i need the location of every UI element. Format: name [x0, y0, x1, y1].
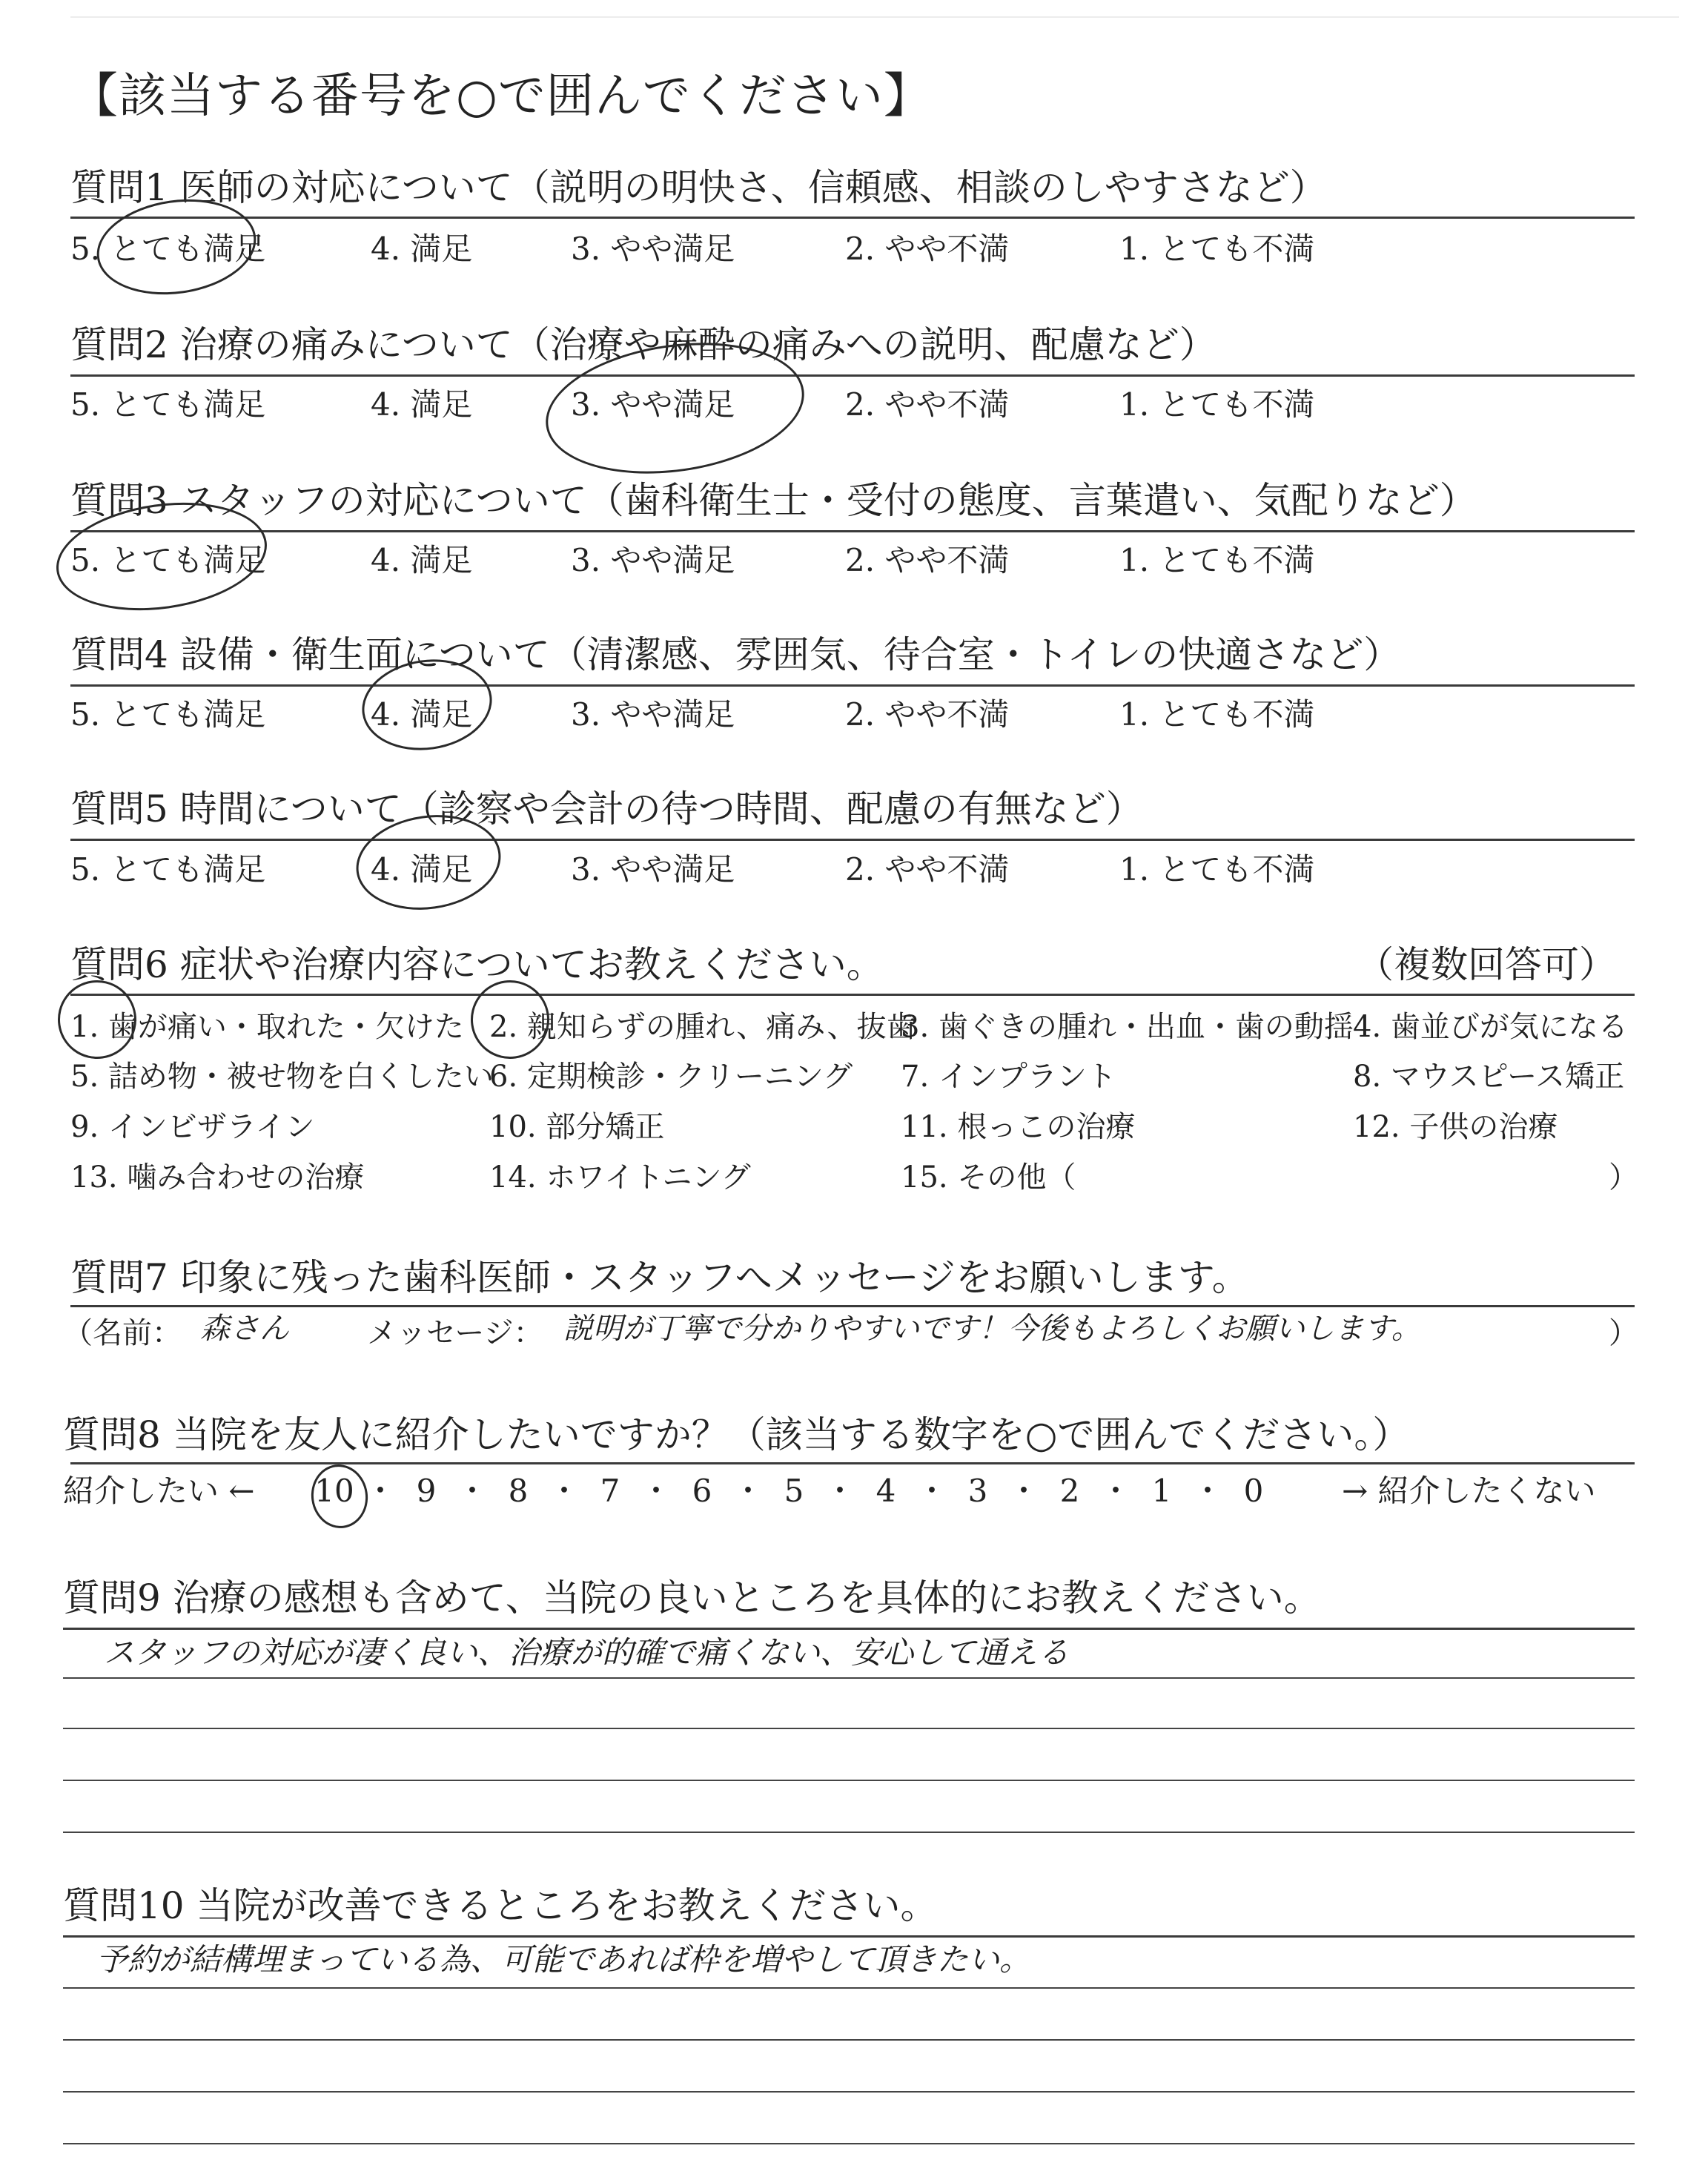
q6-option-2-circle — [466, 975, 555, 1064]
q6-option-13[interactable]: 13. 噛み合わせの治療 — [70, 1160, 365, 1195]
q5-option-2[interactable]: 2. やや不満 — [845, 851, 1010, 888]
q3-option-1[interactable]: 1. とても不満 — [1119, 542, 1315, 578]
q8-right-label: → 紹介したくない — [1342, 1473, 1596, 1509]
question-7-title: 質問7 印象に残った歯科医師・スタッフへメッセージをお願いします。 — [70, 1256, 1249, 1299]
scan-edge — [70, 16, 1679, 18]
q5-option-3[interactable]: 3. やや満足 — [571, 851, 735, 888]
q10-write-line-3 — [63, 2091, 1635, 2093]
q8-number-6[interactable]: 6 — [692, 1473, 712, 1509]
question-6-note: （複数回答可） — [1357, 943, 1616, 986]
q6-option-5[interactable]: 5. 詰め物・被せ物を白くしたい — [70, 1060, 494, 1094]
q8-separator: ・ — [640, 1473, 672, 1509]
q5-option-4[interactable]: 4. 満足 — [371, 851, 473, 888]
q2-option-4[interactable]: 4. 満足 — [371, 386, 473, 423]
q4-option-2[interactable]: 2. やや不満 — [845, 696, 1010, 733]
question-5-rule — [70, 839, 1635, 841]
form-heading: 【該当する番号を○で囲んでください】 — [70, 69, 932, 124]
q5-option-1[interactable]: 1. とても不満 — [1119, 851, 1315, 888]
question-10-rule — [63, 1935, 1635, 1938]
q1-option-5[interactable]: 5. とても満足 — [70, 231, 266, 267]
q6-option-11[interactable]: 11. 根っこの治療 — [901, 1110, 1136, 1144]
q6-option-7[interactable]: 7. インプラント — [901, 1060, 1116, 1094]
q1-option-2[interactable]: 2. やや不満 — [845, 231, 1010, 267]
q8-number-8[interactable]: 8 — [508, 1473, 529, 1509]
q8-number-4[interactable]: 4 — [875, 1473, 896, 1509]
q9-write-line-4 — [63, 1832, 1635, 1833]
q10-write-line-4 — [63, 2143, 1635, 2144]
q6-other-close-paren: ） — [1609, 1160, 1638, 1195]
q6-option-8[interactable]: 8. マウスピース矯正 — [1353, 1060, 1625, 1094]
question-4-rule — [70, 684, 1635, 687]
question-5-title: 質問5 時間について（診察や会計の待つ時間、配慮の有無など） — [70, 787, 1143, 830]
q9-answer[interactable]: スタッフの対応が凄く良い、治療が的確で痛くない、安心して通える — [104, 1634, 1070, 1671]
q8-separator: ・ — [1191, 1473, 1223, 1509]
q8-number-0[interactable]: 0 — [1243, 1473, 1264, 1509]
question-6-title: 質問6 症状や治療内容についてお教えください。 — [70, 943, 884, 986]
q4-option-1[interactable]: 1. とても不満 — [1119, 696, 1315, 733]
question-1-title: 質問1 医師の対応について（説明の明快さ、信頼感、相談のしやすさなど） — [70, 166, 1327, 209]
question-9-title: 質問9 治療の感想も含めて、当院の良いところを具体的にお教えください。 — [63, 1576, 1321, 1619]
q8-separator: ・ — [916, 1473, 947, 1509]
question-6-rule — [70, 994, 1635, 996]
q8-separator: ・ — [548, 1473, 580, 1509]
q6-option-3[interactable]: 3. 歯ぐきの腫れ・出血・歯の動揺 — [901, 1010, 1354, 1044]
q8-number-10[interactable]: 10 — [314, 1473, 354, 1509]
q10-answer[interactable]: 予約が結構埋まっている為、可能であれば枠を増やして頂きたい。 — [96, 1941, 1031, 1978]
q6-option-1-circle — [53, 975, 142, 1064]
q3-option-2[interactable]: 2. やや不満 — [845, 542, 1010, 578]
q9-write-line-2 — [63, 1728, 1635, 1729]
q8-number-5[interactable]: 5 — [784, 1473, 804, 1509]
q8-separator: ・ — [364, 1473, 396, 1509]
q2-option-1[interactable]: 1. とても不満 — [1119, 386, 1315, 423]
q8-number-1[interactable]: 1 — [1151, 1473, 1172, 1509]
q4-option-3[interactable]: 3. やや満足 — [571, 696, 735, 733]
q8-separator: ・ — [732, 1473, 764, 1509]
q10-write-line-1 — [63, 1987, 1635, 1989]
q10-write-line-2 — [63, 2039, 1635, 2041]
q3-option-4[interactable]: 4. 満足 — [371, 542, 473, 578]
q6-option-10[interactable]: 10. 部分矯正 — [489, 1110, 665, 1144]
q4-option-4[interactable]: 4. 満足 — [371, 696, 473, 733]
q5-option-5[interactable]: 5. とても満足 — [70, 851, 266, 888]
q8-separator: ・ — [824, 1473, 855, 1509]
q8-separator: ・ — [1099, 1473, 1131, 1509]
q7-close-paren: ） — [1609, 1316, 1638, 1350]
question-1-rule — [70, 217, 1635, 219]
q1-option-4[interactable]: 4. 満足 — [371, 231, 473, 267]
q9-write-line-1 — [63, 1677, 1635, 1679]
q8-selection-circle — [307, 1461, 371, 1532]
q8-number-2[interactable]: 2 — [1059, 1473, 1080, 1509]
q8-number-3[interactable]: 3 — [967, 1473, 988, 1509]
q7-name-value[interactable]: 森さん — [200, 1312, 289, 1346]
q6-option-14[interactable]: 14. ホワイトニング — [489, 1160, 751, 1195]
question-2-rule — [70, 374, 1635, 377]
q7-name-label: （名前： — [63, 1316, 182, 1350]
q1-option-3[interactable]: 3. やや満足 — [571, 231, 735, 267]
q3-option-3[interactable]: 3. やや満足 — [571, 542, 735, 578]
q8-separator: ・ — [456, 1473, 488, 1509]
question-10-title: 質問10 当院が改善できるところをお教えください。 — [63, 1884, 938, 1927]
q8-number-scale — [311, 1473, 1277, 1509]
q1-option-1[interactable]: 1. とても不満 — [1119, 231, 1315, 267]
question-2-title: 質問2 治療の痛みについて（治療や麻酔の痛みへの説明、配慮など） — [70, 323, 1217, 366]
q2-option-5[interactable]: 5. とても満足 — [70, 386, 266, 423]
q3-option-5[interactable]: 5. とても満足 — [70, 542, 266, 578]
question-8-title: 質問8 当院を友人に紹介したいですか？（該当する数字を○で囲んでください。） — [63, 1413, 1410, 1456]
q6-option-6[interactable]: 6. 定期検診・クリーニング — [489, 1060, 853, 1094]
q6-option-12[interactable]: 12. 子供の治療 — [1353, 1110, 1558, 1144]
question-3-title: 質問3 スタッフの対応について（歯科衛生士・受付の態度、言葉遣い、気配りなど） — [70, 479, 1477, 522]
question-4-title: 質問4 設備・衛生面について（清潔感、雰囲気、待合室・トイレの快適さなど） — [70, 633, 1401, 676]
question-9-rule — [63, 1628, 1635, 1630]
q8-number-7[interactable]: 7 — [600, 1473, 620, 1509]
q8-separator: ・ — [1007, 1473, 1039, 1509]
q6-option-2[interactable]: 2. 親知らずの腫れ、痛み、抜歯 — [489, 1010, 916, 1044]
q8-left-label: 紹介したい ← — [63, 1473, 255, 1509]
question-8-rule — [70, 1462, 1635, 1464]
q2-option-2[interactable]: 2. やや不満 — [845, 386, 1010, 423]
q9-write-line-3 — [63, 1780, 1635, 1781]
q6-option-1[interactable]: 1. 歯が痛い・取れた・欠けた — [70, 1010, 464, 1044]
q7-message-label: メッセージ： — [367, 1316, 543, 1350]
q6-option-9[interactable]: 9. インビザライン — [70, 1110, 315, 1144]
q7-message-value[interactable]: 説明が丁寧で分かりやすいです！今後もよろしくお願いします。 — [563, 1312, 1421, 1346]
q4-option-5[interactable]: 5. とても満足 — [70, 696, 266, 733]
question-3-rule — [70, 530, 1635, 532]
question-7-rule — [70, 1305, 1635, 1307]
q6-option-4[interactable]: 4. 歯並びが気になる — [1353, 1010, 1628, 1044]
q2-option-3[interactable]: 3. やや満足 — [571, 386, 735, 423]
q8-number-9[interactable]: 9 — [416, 1473, 437, 1509]
q6-option-15[interactable]: 15. その他（ — [901, 1160, 1076, 1195]
